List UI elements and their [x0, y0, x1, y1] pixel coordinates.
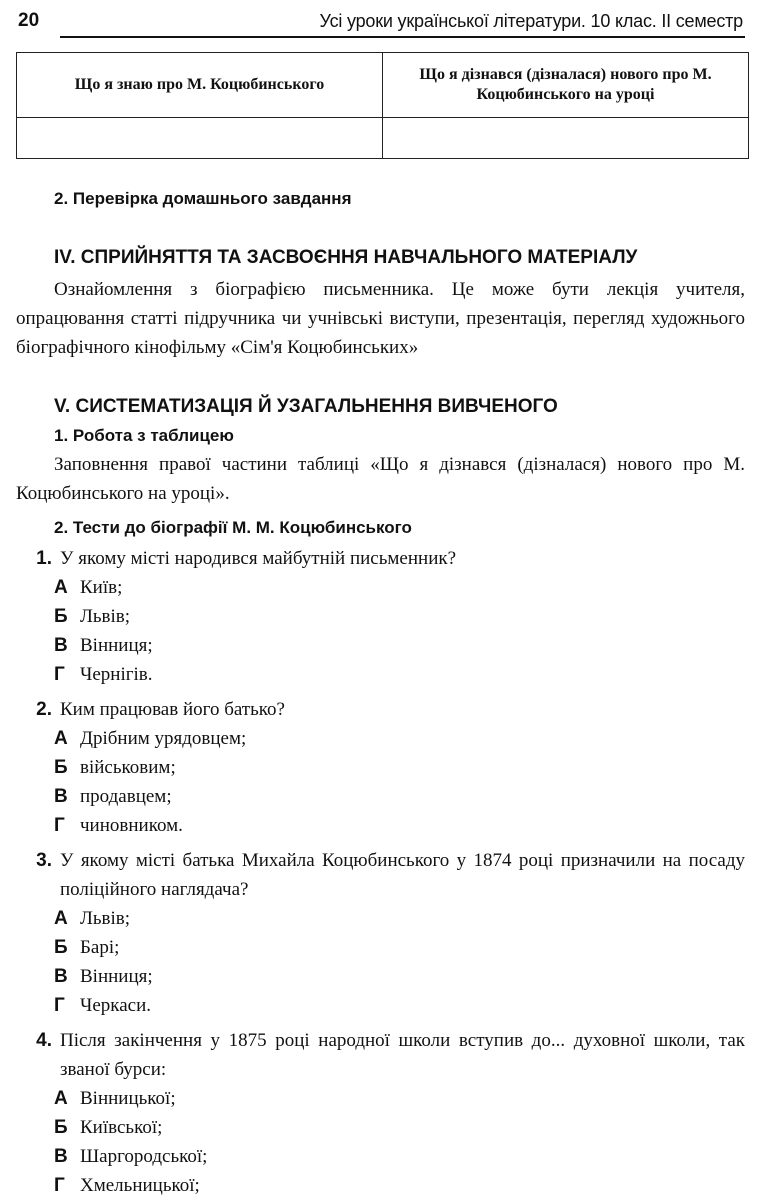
- option-text: Вінниця;: [80, 966, 153, 987]
- question-text: Після закінчення у 1875 році народної школи вступив до... духовної школи, так званої бурси:: [60, 1030, 745, 1080]
- option: [54, 811, 745, 840]
- option: [54, 962, 745, 991]
- option-letter: А: [54, 577, 68, 598]
- option: [54, 1171, 745, 1200]
- question-number: 4.: [36, 1030, 52, 1051]
- question-text: У якому місті народився майбутній письменник?: [60, 548, 457, 569]
- option-letter: В: [54, 635, 68, 656]
- option-text: Вінницької;: [80, 1088, 176, 1109]
- option: [54, 724, 745, 753]
- section-iv-paragraph: Ознайомлення з біографією письменника. Це може бути лекція учителя, опрацювання статті підручника чи учнівські виступи, презентація, перегляд художнього біографічного кінофільму «Сім'я Коцюбинських»: [16, 279, 745, 358]
- option-letter: Б: [54, 937, 68, 958]
- option: [54, 660, 745, 689]
- option: [54, 991, 745, 1020]
- option: [54, 573, 745, 602]
- option-text: Київ;: [80, 577, 123, 598]
- running-head: [16, 10, 745, 32]
- option: [54, 631, 745, 660]
- question-number: 2.: [36, 699, 52, 720]
- option-letter: Б: [54, 1117, 68, 1138]
- question-3: [16, 846, 745, 904]
- option-letter: В: [54, 1146, 68, 1167]
- question-number: 3.: [36, 850, 52, 871]
- header-rule: [60, 36, 745, 38]
- option-letter: Г: [54, 664, 65, 685]
- option-letter: В: [54, 786, 68, 807]
- option: [54, 1084, 745, 1113]
- section-iv-heading: IV. СПРИЙНЯТТЯ ТА ЗАСВОЄННЯ НАВЧАЛЬНОГО МАТЕРІАЛУ: [54, 247, 638, 268]
- option-letter: Б: [54, 757, 68, 778]
- question-2: [16, 695, 745, 724]
- question-4: [16, 1026, 745, 1084]
- table-work-heading: 1. Робота з таблицею: [54, 426, 234, 445]
- table-cell-learned: [383, 118, 749, 159]
- option-letter: Г: [54, 995, 65, 1016]
- option-text: Київської;: [80, 1117, 163, 1138]
- table-cell-known: [17, 118, 383, 159]
- kwl-table: [16, 52, 749, 159]
- option: [54, 602, 745, 631]
- table-row: [17, 118, 749, 159]
- option-text: Чернігів.: [80, 664, 153, 685]
- option: [54, 753, 745, 782]
- option-text: Львів;: [80, 908, 131, 929]
- option-letter: Г: [54, 815, 65, 836]
- option-letter: А: [54, 1088, 68, 1109]
- option-text: військовим;: [80, 757, 176, 778]
- option-text: Хмельницької;: [80, 1175, 200, 1196]
- option-text: Барі;: [80, 937, 120, 958]
- question-text: Ким працював його батько?: [60, 699, 285, 720]
- option-letter: Г: [54, 1175, 65, 1196]
- option: [54, 1142, 745, 1171]
- option: [54, 904, 745, 933]
- option-letter: А: [54, 728, 68, 749]
- running-title: Усі уроки української літератури. 10 клас. ІІ семестр: [319, 11, 743, 31]
- table-col-learned: Що я дізнався (дізналася) нового про М. Коцюбинського на уроці: [383, 53, 749, 118]
- section-homework-heading: 2. Перевірка домашнього завдання: [54, 189, 352, 208]
- option-text: Дрібним урядовцем;: [80, 728, 247, 749]
- option-text: Вінниця;: [80, 635, 153, 656]
- table-header-row: [17, 53, 749, 118]
- option: [54, 933, 745, 962]
- option: [54, 1113, 745, 1142]
- option-text: продавцем;: [80, 786, 172, 807]
- question-1: [16, 544, 745, 573]
- option-letter: А: [54, 908, 68, 929]
- question-number: 1.: [36, 548, 52, 569]
- option-text: Шаргородської;: [80, 1146, 208, 1167]
- option-letter: Б: [54, 606, 68, 627]
- option-text: Черкаси.: [80, 995, 152, 1016]
- question-text: У якому місті батька Михайла Коцюбинського у 1874 році призначили на посаду поліційного наглядача?: [60, 850, 745, 900]
- page-number: 20: [18, 10, 40, 31]
- option-letter: В: [54, 966, 68, 987]
- table-col-known: Що я знаю про М. Коцюбинського: [17, 53, 383, 118]
- tests-heading: 2. Тести до біографії М. М. Коцюбинського: [54, 518, 412, 537]
- section-v-heading: V. СИСТЕМАТИЗАЦІЯ Й УЗАГАЛЬНЕННЯ ВИВЧЕНОГО: [54, 396, 558, 417]
- table-work-paragraph: Заповнення правої частини таблиці «Що я дізнався (дізналася) нового про М. Коцюбинського на уроці».: [16, 454, 745, 504]
- option: [54, 782, 745, 811]
- option-text: Львів;: [80, 606, 131, 627]
- option-text: чиновником.: [80, 815, 183, 836]
